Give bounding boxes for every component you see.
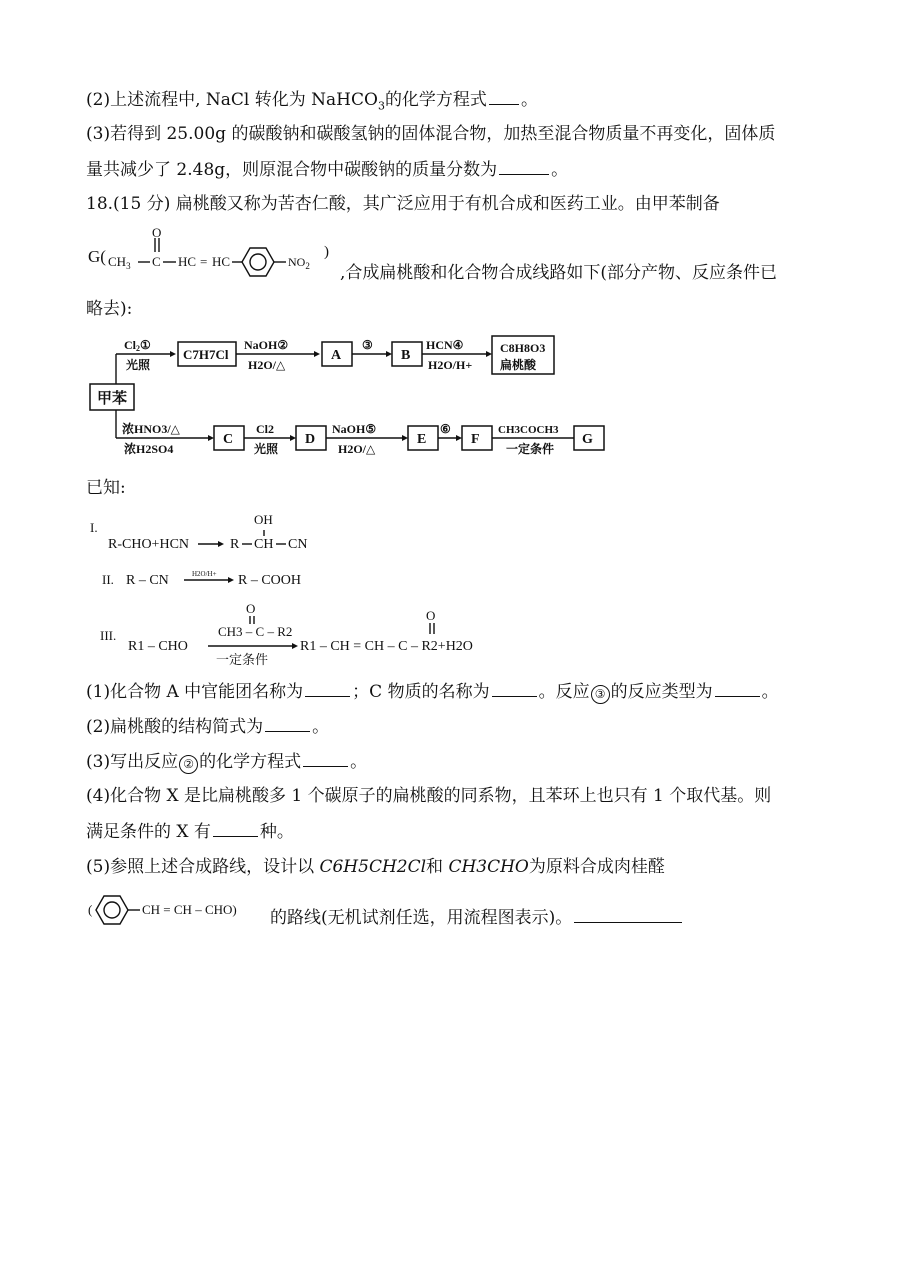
formula-acetaldehyde: CH3CHO: [448, 857, 529, 877]
label-a: A: [331, 348, 342, 363]
g-hc2: HC: [212, 254, 231, 269]
g-hc1: HC: [178, 254, 197, 269]
light-cond: 光照: [126, 358, 151, 372]
q17-part3-line1: (3)若得到 25.00g 的碳酸钠和碳酸氢钠的固体混合物，加热至混合物质量不再变化，固体质: [86, 124, 776, 144]
known-iii-left: R1 – CHO: [128, 639, 188, 654]
q3-end: 。: [350, 752, 368, 772]
label-c: C: [223, 432, 234, 447]
benzene-ring: [96, 896, 128, 924]
q5-text-d: 的路线(无机试剂任选，用流程图表示)。: [270, 908, 573, 928]
q1-text-c: 。反应: [538, 682, 590, 702]
h2so4-cond: 浓H2SO4: [124, 442, 174, 456]
known-iii-reagent: CH3 – C – R2: [218, 624, 293, 639]
q1-text-e: 。: [761, 682, 779, 702]
q18-sub5-line2: [270, 906, 684, 929]
chain: CH = CH – CHO): [142, 902, 237, 917]
q17-p2-text: (2)上述流程中, NaCl 转化为 NaHCO: [86, 90, 378, 110]
answer-blank[interactable]: [715, 680, 760, 697]
q18-after-g: ,合成扁桃酸和化合物合成线路如下(部分产物、反应条件已: [340, 263, 778, 283]
q18-sub5-line1: [86, 856, 665, 878]
answer-blank[interactable]: [574, 906, 682, 923]
known-iii-o: O: [246, 601, 256, 616]
c8h8o3-label: C8H8O3: [500, 341, 546, 355]
arrowhead: [402, 435, 408, 441]
synthesis-scheme: [86, 332, 606, 462]
q5-text-b: 和: [426, 857, 449, 877]
hcn-step4: HCN④: [426, 338, 464, 352]
known-i-ch: CH: [254, 537, 274, 552]
benzene-circle: [250, 254, 266, 270]
step6: ⑥: [440, 422, 451, 436]
label-g: G: [582, 432, 593, 447]
arrowhead: [228, 577, 234, 583]
q3-text-b: 的化学方程式: [199, 752, 302, 772]
q17-part3-line2: [86, 158, 568, 181]
known-ii-label: II.: [102, 572, 114, 587]
benzene-circle: [104, 902, 120, 918]
arrowhead: [486, 351, 492, 357]
q18-heading: 18.(15 分) 扁桃酸又称为苦杏仁酸，其广泛应用于有机合成和医药工业。由甲苯制备: [86, 194, 720, 214]
q17-p3-text: 量共减少了 2.48g，则原混合物中碳酸钠的质量分数为: [86, 160, 498, 180]
known-i-left: R-CHO+HCN: [108, 537, 190, 552]
label-b: B: [401, 348, 411, 363]
label-d: D: [305, 432, 316, 447]
q17-part2: [86, 88, 538, 117]
known-i-r: R: [230, 537, 240, 552]
q17-p3-end: 。: [551, 160, 569, 180]
answer-blank[interactable]: [499, 158, 549, 175]
answer-blank[interactable]: [303, 750, 348, 767]
g-carbon: C: [152, 254, 161, 269]
circled-number: ③: [591, 685, 610, 704]
compound-g-structure: [86, 226, 346, 286]
known-i-cn: CN: [288, 537, 308, 552]
q18-sub1: [86, 680, 779, 704]
cinnamaldehyde-structure: [86, 888, 276, 932]
g-label: G(: [88, 247, 106, 266]
known-iii-label: III.: [100, 628, 117, 643]
q18-sub4-line2: [86, 820, 294, 843]
naoh5-cond: NaOH⑤: [332, 422, 377, 436]
acetone-cond: CH3COCH3: [498, 424, 559, 436]
light-cond-2: 光照: [254, 442, 279, 456]
known-ii-left: R – CN: [126, 573, 169, 588]
h2o-heat-2: H2O/△: [338, 442, 376, 456]
h2o-heat: H2O/△: [248, 358, 286, 372]
c7h7cl-label: C7H7Cl: [183, 347, 229, 362]
known-ii-cond: H2O/H+: [192, 570, 217, 578]
formula-benzyl-chloride: C6H5CH2Cl: [319, 857, 427, 877]
known-label: 已知:: [86, 478, 126, 498]
paren: (: [88, 902, 93, 917]
arrowhead: [208, 435, 214, 441]
q4-text-b: 种。: [259, 822, 294, 842]
q1-text-b: ；C 物质的名称为: [352, 682, 490, 702]
g-no2: $NO_2$: [288, 255, 310, 271]
g-close: ): [324, 244, 329, 260]
q2-text: (2)扁桃酸的结构简式为: [86, 717, 264, 737]
arrowhead: [456, 435, 462, 441]
label-f: F: [471, 432, 480, 447]
arrowhead: [292, 643, 298, 649]
known-i-oh: OH: [254, 512, 273, 527]
q18-line3: 略去):: [86, 299, 133, 319]
naoh-step2: NaOH②: [244, 338, 289, 352]
benzene-ring: [242, 248, 274, 276]
cl2-step1: Cl2①: [124, 338, 151, 353]
q1-text-a: (1)化合物 A 中官能团名称为: [86, 682, 304, 702]
q2-end: 。: [312, 717, 330, 737]
known-reactions: [86, 508, 526, 668]
answer-blank[interactable]: [489, 88, 519, 105]
arrowhead: [290, 435, 296, 441]
arrowhead: [170, 351, 176, 357]
answer-blank[interactable]: [213, 820, 258, 837]
known-iii-prod: R1 – CH = CH – C – R2+H2O: [300, 639, 473, 654]
q4-text-a: 满足条件的 X 有: [86, 822, 211, 842]
answer-blank[interactable]: [492, 680, 537, 697]
q17-p2-suffix: 的化学方程式: [384, 90, 487, 110]
arrowhead: [218, 541, 224, 547]
cl2-cond: Cl2: [256, 422, 274, 436]
q18-sub2: [86, 715, 329, 738]
known-iii-cond: 一定条件: [216, 652, 269, 667]
circled-number: ②: [179, 755, 198, 774]
h2o-h: H2O/H+: [428, 358, 473, 372]
arrowhead: [314, 351, 320, 357]
q17-p2-sub: 3: [377, 99, 385, 113]
q5-text-c: 为原料合成肉桂醛: [528, 857, 665, 877]
q1-text-d: 的反应类型为: [610, 682, 713, 702]
answer-blank[interactable]: [265, 715, 310, 732]
cond-text: 一定条件: [506, 442, 555, 456]
q3-text-a: (3)写出反应: [86, 752, 179, 772]
g-oxygen: O: [152, 226, 162, 240]
known-i-label: I.: [90, 520, 98, 535]
mandelic-label: 扁桃酸: [500, 358, 537, 372]
q17-p2-end: 。: [520, 90, 538, 110]
arrowhead: [386, 351, 392, 357]
known-iii-o2: O: [426, 608, 436, 623]
start-label: 甲苯: [97, 391, 128, 407]
g-eq: =: [200, 254, 208, 269]
q5-text-a: (5)参照上述合成路线，设计以: [86, 857, 320, 877]
g-ch3: $CH_3$: [108, 254, 131, 271]
hno3-cond: 浓HNO3/△: [122, 422, 180, 436]
q18-sub4-line1: (4)化合物 X 是比扁桃酸多 1 个碳原子的扁桃酸的同系物，且苯环上也只有 1 个取代基。则: [86, 786, 772, 806]
answer-blank[interactable]: [305, 680, 350, 697]
label-e: E: [417, 432, 427, 447]
q18-sub3: [86, 750, 367, 774]
known-ii-right: R – COOH: [238, 573, 302, 588]
step3: ③: [362, 338, 373, 352]
